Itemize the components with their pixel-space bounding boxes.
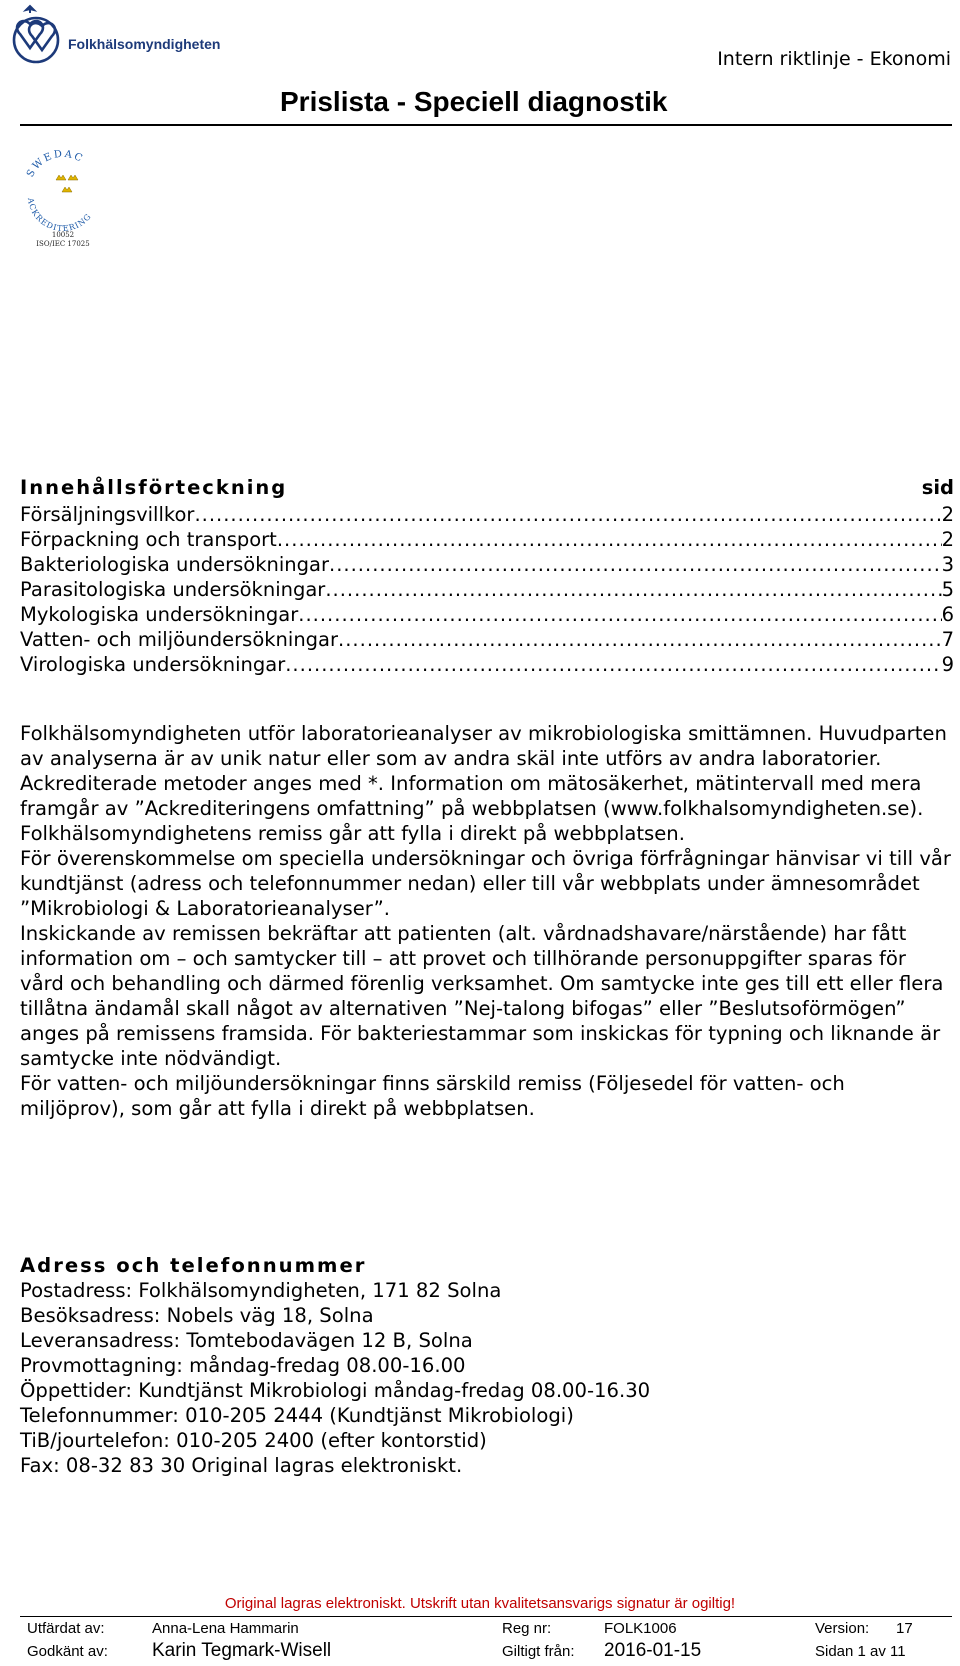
toc-leader [325, 577, 941, 602]
seal-bottom-text: ACKREDITERING [25, 197, 94, 234]
table-of-contents [20, 476, 954, 677]
reg-value: FOLK1006 [604, 1620, 677, 1637]
approved-value: Karin Tegmark-Wisell [152, 1640, 332, 1661]
toc-item-page: 7 [941, 628, 954, 651]
seal-standard: ISO/IEC 17025 [36, 240, 90, 248]
seal-top-text: SWEDAC [25, 148, 86, 180]
address-line: Provmottagning: måndag-fredag 08.00-16.00 [20, 1354, 466, 1377]
issued-label: Utfärdat av: [27, 1620, 105, 1637]
reg-label: Reg nr: [502, 1620, 552, 1637]
address-line: TiB/jourtelefon: 010-205 2400 (efter kontorstid) [20, 1429, 487, 1452]
toc-item-page: 2 [941, 528, 954, 551]
toc-item[interactable] [20, 527, 954, 552]
toc-leader [277, 527, 942, 552]
address-line: Telefonnummer: 010-205 2444 (Kundtjänst Mikrobiologi) [20, 1404, 574, 1427]
toc-item[interactable] [20, 577, 954, 602]
toc-leader [194, 502, 941, 527]
toc-item-page: 3 [941, 553, 954, 576]
page-title: Prislista - Speciell diagnostik [280, 86, 668, 117]
toc-header [20, 476, 954, 502]
toc-item[interactable] [20, 602, 954, 627]
toc-leader [329, 552, 942, 577]
toc-leader [298, 602, 941, 627]
intro-section [20, 721, 955, 1121]
org-name: Folkhälsomyndigheten [68, 36, 221, 52]
toc-item-page: 9 [941, 653, 954, 676]
footer-warning: Original lagras elektroniskt. Utskrift utan kvalitetsansvarigs signatur är ogiltig! [224, 1595, 736, 1612]
toc-page-heading: sid [921, 476, 954, 499]
svg-text:ACKREDITERING [26, 196, 94, 233]
intro-paragraph: Folkhälsomyndighetens remiss går att fylla i direkt på webbplatsen. [20, 822, 685, 845]
toc-item-label: Parasitologiska undersökningar [20, 578, 326, 601]
toc-leader [285, 652, 941, 677]
footer-divider [20, 1616, 952, 1617]
toc-item-label: Förpackning och transport [20, 528, 277, 551]
toc-item-label: Vatten- och miljöundersökningar [20, 628, 339, 651]
toc-item-label: Virologiska undersökningar [20, 653, 286, 676]
intro-paragraph: För överenskommelse om speciella undersökningar och övriga förfrågningar hänvisar vi till vår kundtjänst (adress och telefonnummer nedan) eller till vår webbplats under ämnesområdet ”Mikrobiologi & Laboratorieanalyser”. [20, 847, 951, 920]
toc-item-page: 6 [941, 603, 954, 626]
toc-item-page: 5 [941, 578, 954, 601]
address-heading: Adress och telefonnummer [20, 1254, 367, 1277]
address-line: Öppettider: Kundtjänst Mikrobiologi måndag-fredag 08.00-16.30 [20, 1379, 651, 1402]
toc-item-label: Mykologiska undersökningar [20, 603, 299, 626]
toc-item[interactable] [20, 502, 954, 527]
issued-value: Anna-Lena Hammarin [152, 1620, 299, 1637]
intro-paragraph: För vatten- och miljöundersökningar finns särskild remiss (Följesedel för vatten- och miljöprov), som går att fylla i direkt på webbplatsen. [20, 1072, 845, 1120]
valid-value: 2016-01-15 [604, 1640, 702, 1661]
header-divider [20, 124, 952, 126]
toc-heading: Innehållsförteckning [20, 476, 288, 499]
toc-item-page: 2 [941, 503, 954, 526]
document-type: Intern riktlinje - Ekonomi [717, 48, 951, 70]
version-value: 17 [896, 1620, 913, 1637]
address-line: Leveransadress: Tomtebodavägen 12 B, Solna [20, 1329, 473, 1352]
accreditation-seal [20, 146, 106, 250]
address-section [20, 1253, 955, 1478]
svg-text:SWEDAC [25, 149, 85, 180]
address-line: Fax: 08-32 83 30 Original lagras elektroniskt. [20, 1454, 463, 1477]
toc-item[interactable] [20, 627, 954, 652]
intro-paragraph: Inskickande av remissen bekräftar att patienten (alt. vårdnadshavare/närstående) har fått information om – och samtycker till – att provet och tillhörande personuppgifter sparas för vård och behandling och därmed förenlig verksamhet. Om samtycke inte ges till ett eller flera tillåtna ändamål skall något av alternativen ”Nej-talong bifogas” eller ”Beslutsoförmögen” anges på remissens framsida. För bakteriestammar som inskickas för typning och liknande är samtycke inte nödvändigt. [20, 922, 944, 1070]
toc-item[interactable] [20, 552, 954, 577]
page-indicator: Sidan 1 av 11 [815, 1643, 906, 1660]
address-line: Postadress: Folkhälsomyndigheten, 171 82 Solna [20, 1279, 502, 1302]
valid-label: Giltigt från: [502, 1643, 575, 1660]
address-line: Besöksadress: Nobels väg 18, Solna [20, 1304, 374, 1327]
intro-paragraph: Folkhälsomyndigheten utför laboratorieanalyser av mikrobiologiska smittämnen. Huvudparten av analyserna är av unik natur eller som av andra skäl inte utförs av andra laboratorier. Ackrediterade metoder anges med *. Information om mätosäkerhet, mätintervall med mera framgår av ”Ackrediteringens omfattning” på webbplatsen (www.folkhalsomyndigheten.se). [20, 722, 947, 820]
toc-item-label: Bakteriologiska undersökningar [20, 553, 330, 576]
toc-item-label: Försäljningsvillkor [20, 503, 195, 526]
version-label: Version: [815, 1620, 870, 1637]
approved-label: Godkänt av: [27, 1643, 108, 1660]
toc-item[interactable] [20, 652, 954, 677]
toc-leader [338, 627, 942, 652]
seal-number: 10052 [51, 231, 75, 239]
